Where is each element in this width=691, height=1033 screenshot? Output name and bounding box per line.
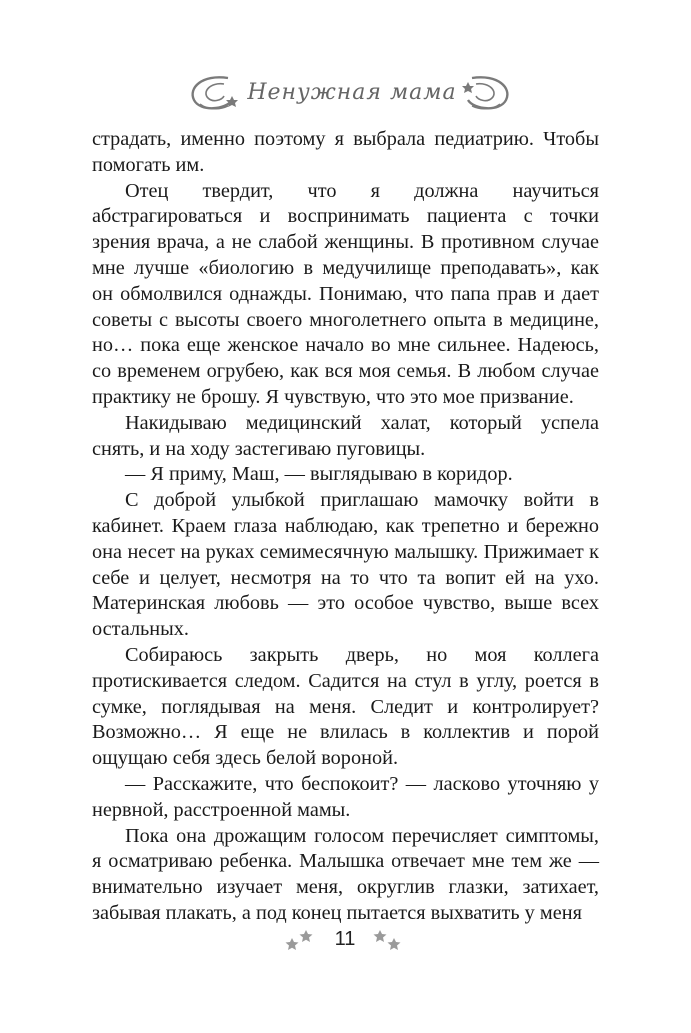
running-title: Ненужная мама (247, 80, 457, 105)
dialogue-line: — Расскажите, что беспокоит? — ласково уточняю у нервной, расстроенной мамы. (92, 772, 599, 821)
page-body-text (92, 127, 599, 927)
star-icon (286, 938, 299, 950)
star-icon (388, 938, 401, 950)
star-icon (374, 930, 387, 942)
running-header (180, 66, 520, 122)
paragraph: Накидываю медицинский халат, который успела снять, и на ходу застегиваю пуговицы. (92, 411, 599, 460)
paragraph: Пока она дрожащим голосом перечисляет симптомы, я осматриваю ребенка. Малышка отвечает мне тем же — внимательно изучает меня, округлив глазки, затихает, забывая плакать, а под конец пытается выхватить у меня (92, 824, 599, 924)
paragraph: Отец твердит, что я должна научиться абстрагироваться и воспринимать пациента с точки зрения врача, а не слабой женщины. В противном случае мне лучше «биологию в медучилище преподавать», как он обмолвился однажды. Понимаю, что папа прав и дает советы с высоты своего многолетнего опыта в медицине, но… пока еще женское начало во мне сильнее. Надеюсь, со временем огрубею, как вся моя семья. В любом случае практику не брошу. Я чувствую, что это мое призвание. (92, 179, 599, 408)
page-footer (280, 926, 410, 956)
dialogue-line: — Я приму, Маш, — выглядываю в коридор. (125, 463, 513, 486)
paragraph: Собираюсь закрыть дверь, но моя коллега протискивается следом. Садится на стул в углу, роется в сумке, поглядывая на меня. Следит и контролирует? Возможно… Я еще не влилась в коллектив и порой ощущаю себя здесь белой вороной. (92, 643, 599, 770)
paragraph-continued: страдать, именно поэтому я выбрала педиатрию. Чтобы помогать им. (92, 128, 599, 176)
page-number: 11 (334, 928, 356, 950)
paragraph: С доброй улыбкой приглашаю мамочку войти в кабинет. Краем глаза наблюдаю, как трепетно и бережно она несет на руках семимесячную малышку. Прижимает к себе и целует, несмотря на то что та вопит ей на ухо. Материнская любовь — это особое чувство, выше всех остальных. (92, 489, 599, 641)
star-icon (300, 930, 313, 942)
